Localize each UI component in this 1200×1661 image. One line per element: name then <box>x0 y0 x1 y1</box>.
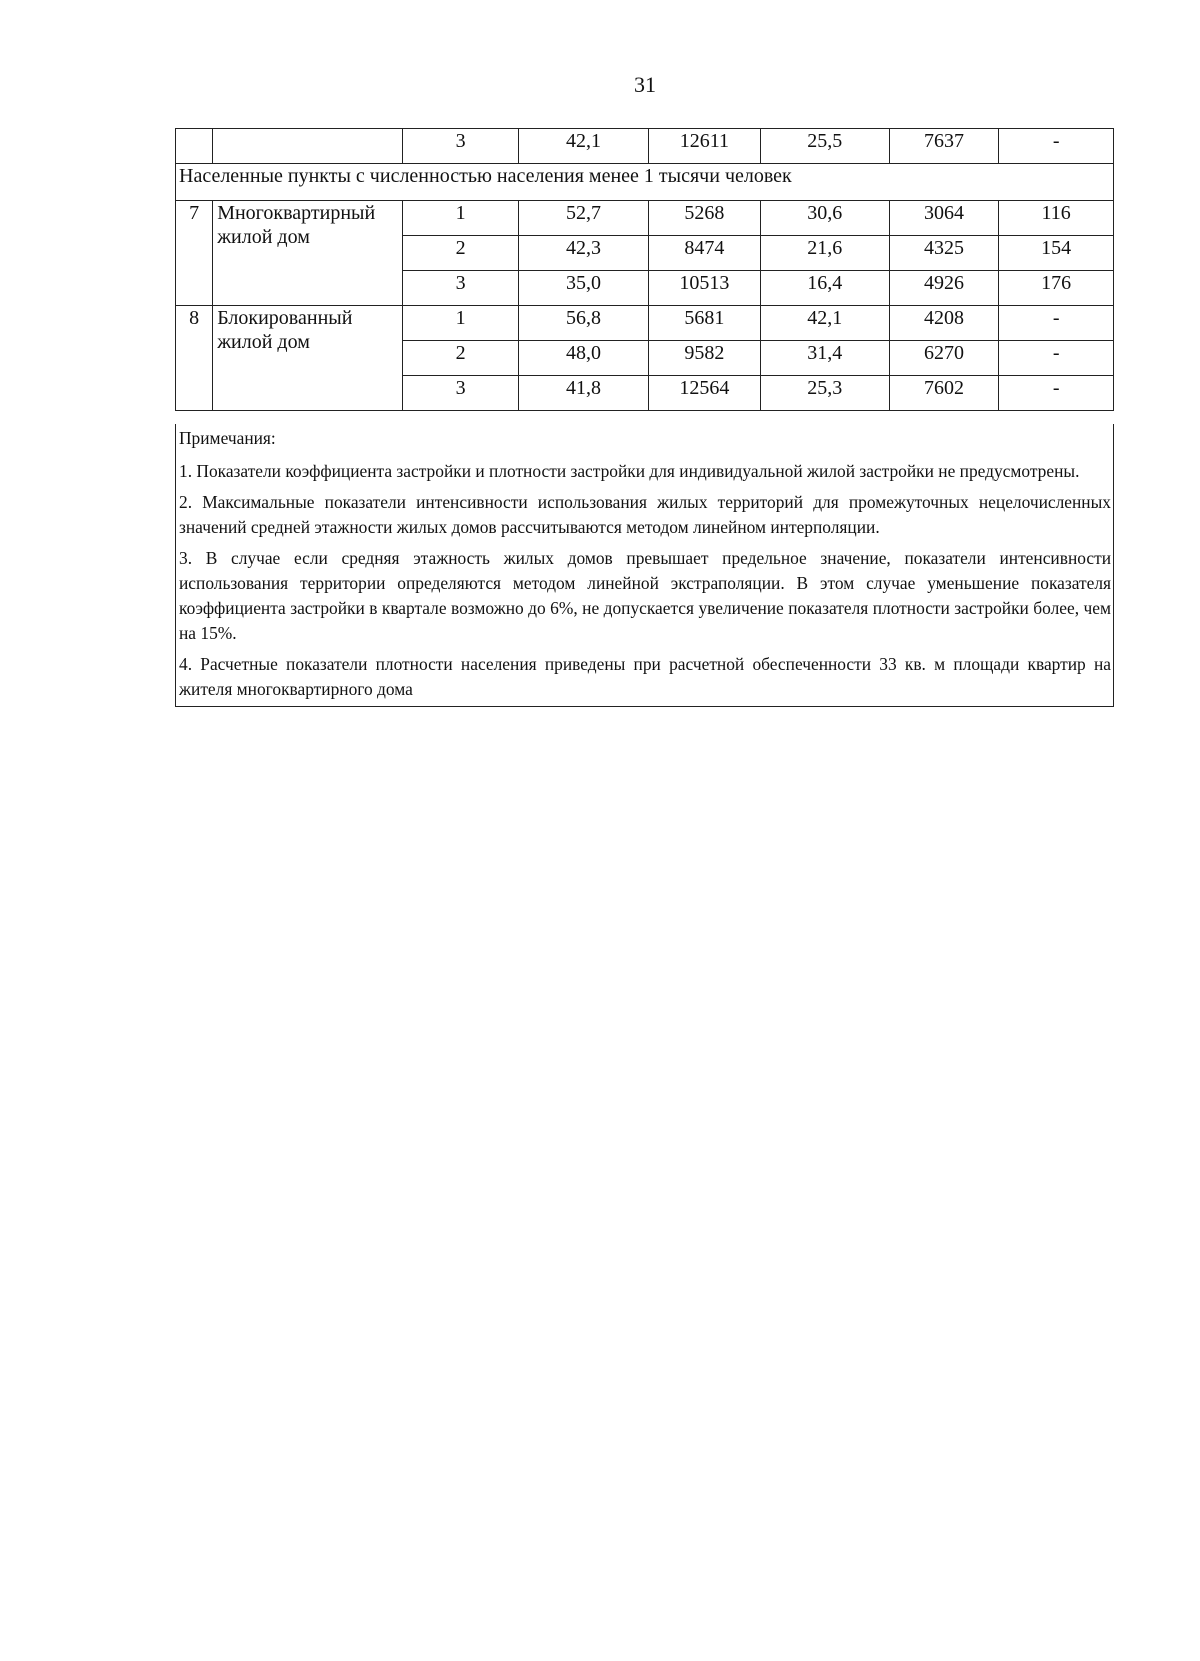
value-cell: 12611 <box>649 129 761 164</box>
note-item: 3. В случае если средняя этажность жилых домов превышает предельное значение, показатели интенсивности использования территории определяются методом линейной экстраполяции. В этом случае уменьшение показателя коэффициента застройки в квартале возможно до 6%, не допускается увеличение показателя плотности застройки более, чем на 15%. <box>176 544 1114 650</box>
value-cell: 4926 <box>889 271 999 306</box>
building-type-cell: Блокированный жилой дом <box>213 306 403 411</box>
value-cell: 42,1 <box>518 129 648 164</box>
notes-heading: Примечания: <box>176 424 1114 457</box>
value-cell: 56,8 <box>518 306 648 341</box>
value-cell: 176 <box>999 271 1114 306</box>
floors-cell: 1 <box>403 306 519 341</box>
value-cell: 25,3 <box>760 376 889 411</box>
value-cell: 25,5 <box>760 129 889 164</box>
floors-cell: 3 <box>403 129 519 164</box>
note-item: 1. Показатели коэффициента застройки и плотности застройки для индивидуальной жилой застройки не предусмотрены. <box>176 457 1114 488</box>
row-number-cell: 8 <box>176 306 213 411</box>
value-cell: 116 <box>999 201 1114 236</box>
value-cell: 7637 <box>889 129 999 164</box>
value-cell: 16,4 <box>760 271 889 306</box>
table-row <box>176 129 1114 164</box>
row-number-cell <box>176 129 213 164</box>
floors-cell: 3 <box>403 376 519 411</box>
value-cell: 4208 <box>889 306 999 341</box>
value-cell: 5268 <box>649 201 761 236</box>
value-cell: 42,1 <box>760 306 889 341</box>
value-cell: 6270 <box>889 341 999 376</box>
value-cell: 12564 <box>649 376 761 411</box>
value-cell: 30,6 <box>760 201 889 236</box>
floors-cell: 2 <box>403 341 519 376</box>
building-type-cell: Многоквартирный жилой дом <box>213 201 403 306</box>
building-type-cell <box>213 129 403 164</box>
floors-cell: 3 <box>403 271 519 306</box>
value-cell: 31,4 <box>760 341 889 376</box>
value-cell: 4325 <box>889 236 999 271</box>
density-table <box>175 128 1114 411</box>
value-cell: - <box>999 376 1114 411</box>
value-cell: - <box>999 129 1114 164</box>
value-cell: - <box>999 306 1114 341</box>
floors-cell: 2 <box>403 236 519 271</box>
value-cell: - <box>999 341 1114 376</box>
value-cell: 9582 <box>649 341 761 376</box>
row-number-cell: 7 <box>176 201 213 306</box>
table-row <box>176 201 1114 236</box>
value-cell: 35,0 <box>518 271 648 306</box>
note-item: 2. Максимальные показатели интенсивности использования жилых территорий для промежуточных нецелочисленных значений средней этажности жилых домов рассчитываются методом линейном интерполяции. <box>176 488 1114 544</box>
page-number: 31 <box>634 72 656 97</box>
notes-section <box>175 424 1114 707</box>
section-heading-row <box>176 164 1114 201</box>
value-cell: 52,7 <box>518 201 648 236</box>
table-row <box>176 306 1114 341</box>
section-heading: Населенные пункты с численностью населения менее 1 тысячи человек <box>176 164 1114 201</box>
value-cell: 21,6 <box>760 236 889 271</box>
floors-cell: 1 <box>403 201 519 236</box>
value-cell: 5681 <box>649 306 761 341</box>
value-cell: 42,3 <box>518 236 648 271</box>
value-cell: 48,0 <box>518 341 648 376</box>
value-cell: 7602 <box>889 376 999 411</box>
note-item: 4. Расчетные показатели плотности населения приведены при расчетной обеспеченности 33 кв. м площади квартир на жителя многоквартирного дома <box>176 650 1114 707</box>
value-cell: 41,8 <box>518 376 648 411</box>
value-cell: 8474 <box>649 236 761 271</box>
value-cell: 3064 <box>889 201 999 236</box>
value-cell: 10513 <box>649 271 761 306</box>
value-cell: 154 <box>999 236 1114 271</box>
